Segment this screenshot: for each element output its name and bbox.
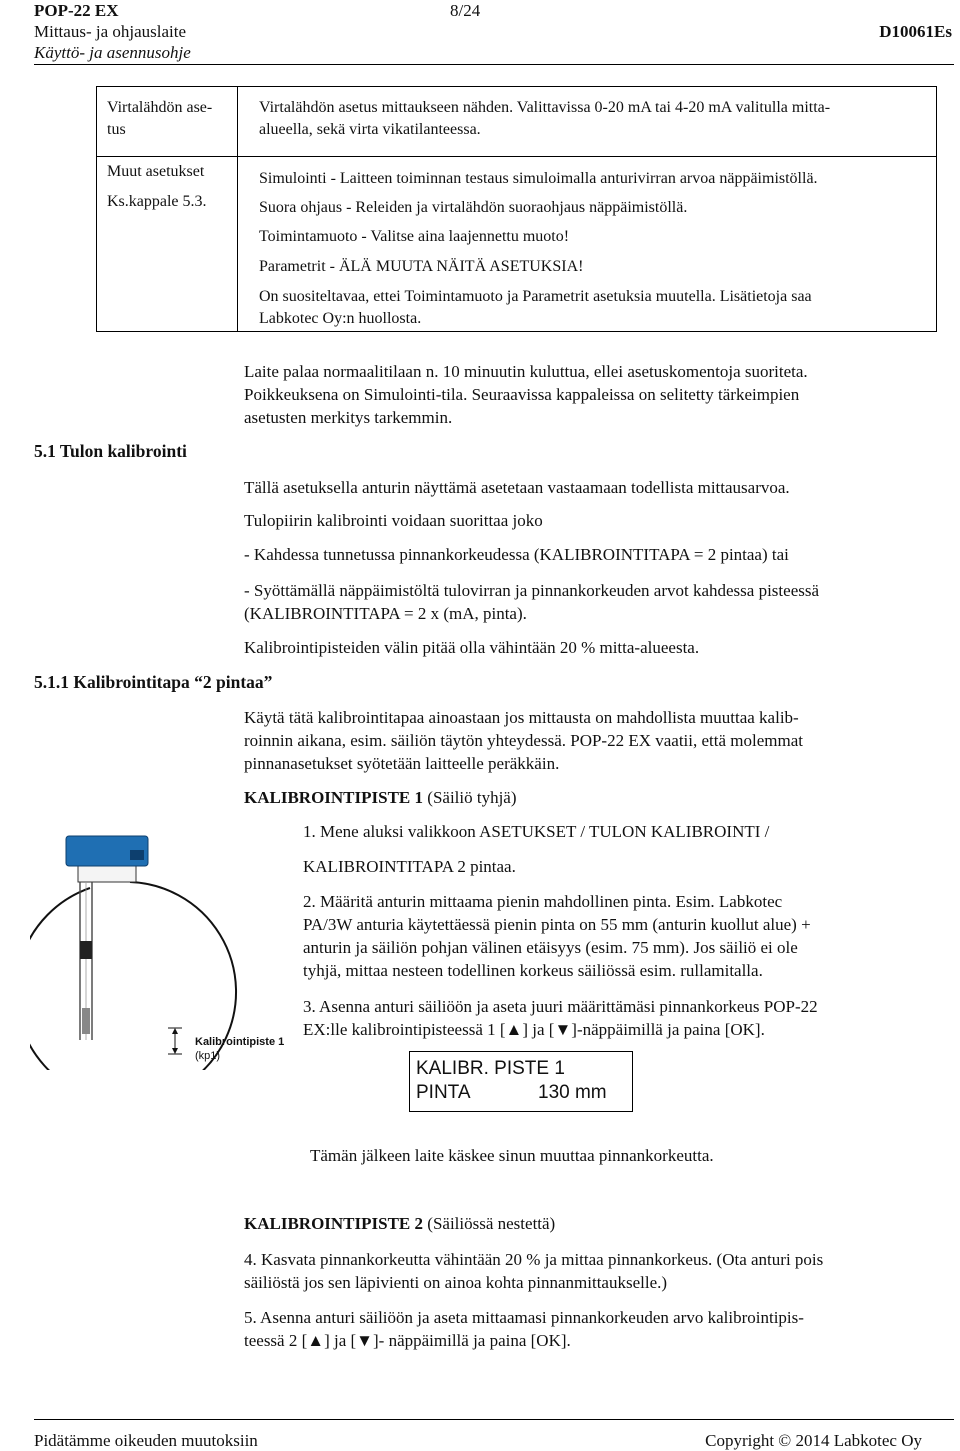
step-2: 2. Määritä anturin mittaama pienin mahdollinen pinta. Esim. Labkotec PA/3W anturia käytettäessä pienin pinta on 55 mm (anturin kuollut alue) + anturin ja säiliön pohjan välinen etäisyys (esim. 75 mm). Jos säiliö ei ole tyhjä, mittaa nesteen todellinen korkeus säiliössä esim. rullamitalla. xyxy=(303,892,811,980)
paragraph: Tällä asetuksella anturin näyttämä asetetaan vastaamaan todellista mittausarvoa. xyxy=(244,478,790,497)
page-number: 8/24 xyxy=(450,1,481,20)
table-column-divider xyxy=(237,87,238,331)
list-item: Suora ohjaus - Releiden ja virtalähdön suoraohjaus näppäimistöllä. xyxy=(259,199,688,216)
calibration-point-1-heading: KALIBROINTIPISTE 1 (Säiliö tyhjä) xyxy=(244,788,517,807)
table-row-other-settings-text xyxy=(259,168,926,330)
table-row-current-output-text: Virtalähdön asetus mittaukseen nähden. Valittavissa 0-20 mA tai 4-20 mA valitulla mitta- alueella, sekä virta vikatilanteessa. xyxy=(259,99,831,138)
paragraph: Kalibrointipisteiden välin pitää olla vähintään 20 % mitta-alueesta. xyxy=(244,638,700,657)
lcd-row-2: PINTA 130 mm xyxy=(416,1082,607,1103)
list-item: On suositeltavaa, ettei Toimintamuoto ja Parametrit asetuksia muutella. Lisätietoja saa xyxy=(259,288,812,305)
cable-gland xyxy=(130,850,144,860)
settings-table xyxy=(96,86,937,332)
header-divider xyxy=(34,64,954,65)
step-1: 1. Mene aluksi valikkoon ASETUKSET / TULON KALIBROINTI / xyxy=(303,822,770,841)
list-item: Simulointi - Laitteen toiminnan testaus simuloimalla anturivirran arvoa näppäimistöllä. xyxy=(259,170,818,187)
manual-type: Käyttö- ja asennusohje xyxy=(34,43,191,62)
document-id: D10061Es xyxy=(879,22,952,41)
lcd-display xyxy=(409,1051,633,1112)
paragraph: Käytä tätä kalibrointitapaa ainoastaan jos mittausta on mahdollista muuttaa kalib- roinnin aikana, esim. säiliön täytön yhteydessä. POP-22 EX vaatii, että molemmat pinnanasetukset syötetään laitteelle peräkkäin. xyxy=(244,708,803,773)
sensor-element xyxy=(80,941,92,959)
kp1-arrow-head-up xyxy=(172,1028,178,1034)
mounting-flange xyxy=(78,864,136,882)
section-heading-5-1: 5.1 Tulon kalibrointi xyxy=(34,441,187,461)
footer-right: Copyright © 2014 Labkotec Oy xyxy=(705,1431,922,1450)
table-row-other-settings-label: Muut asetukset Ks.kappale 5.3. xyxy=(107,163,207,210)
step-5: 5. Asenna anturi säiliöön ja aseta mittaamasi pinnankorkeuden arvo kalibrointipis- teessä 2 [▲] ja [▼]- näppäimillä ja paina [OK]. xyxy=(244,1308,804,1350)
calibration-point-2-heading: KALIBROINTIPISTE 2 (Säiliössä nestettä) xyxy=(244,1214,556,1233)
step-4: 4. Kasvata pinnankorkeutta vähintään 20 % ja mittaa pinnankorkeus. (Ota anturi pois säiliöstä jos sen läpivienti on ainoa kohta pinnanmittaukselle.) xyxy=(244,1250,824,1292)
footer-divider xyxy=(34,1419,954,1420)
list-item: Parametrit - ÄLÄ MUUTA NÄITÄ ASETUKSIA! xyxy=(259,258,584,275)
paragraph: Tämän jälkeen laite käskee sinun muuttaa pinnankorkeutta. xyxy=(310,1146,714,1165)
kp1-label-abbrev: (kp1) xyxy=(195,1050,221,1062)
footer-left: Pidätämme oikeuden muutoksiin xyxy=(34,1431,258,1450)
tank-figure xyxy=(30,828,295,1070)
step-3: 3. Asenna anturi säiliöön ja aseta juuri määrittämäsi pinnankorkeus POP-22 EX:lle kalibrointipisteessä 1 [▲] ja [▼]-näppäimillä ja paina [OK]. xyxy=(303,997,818,1039)
lcd-row-1: KALIBR. PISTE 1 xyxy=(416,1058,565,1079)
product-name: POP-22 EX xyxy=(34,1,119,20)
step-1-continued: KALIBROINTITAPA 2 pintaa. xyxy=(303,857,516,876)
manual-subtitle: Mittaus- ja ohjauslaite xyxy=(34,22,187,41)
table-row-current-output-label: Virtalähdön ase- tus xyxy=(107,99,213,138)
kp1-label: Kalibrointipiste 1 xyxy=(195,1036,285,1048)
intro-paragraph: Laite palaa normaalitilaan n. 10 minuutin kuluttua, ellei asetuskomentoja suoriteta. Poikkeuksena on Simulointi-tila. Seuraavissa kappaleissa on selitetty tärkeimpien asetusten merkitys tarkemmin. xyxy=(244,362,808,427)
section-heading-5-1-1: 5.1.1 Kalibrointitapa “2 pintaa” xyxy=(34,672,273,692)
list-item: Labkotec Oy:n huollosta. xyxy=(259,310,422,327)
header-left xyxy=(34,0,191,63)
list-item: Toimintamuoto - Valitse aina laajennettu muoto! xyxy=(259,228,570,245)
paragraph: - Syöttämällä näppäimistöltä tulovirran ja pinnankorkeuden arvot kahdessa pisteessä (KALIBROINTITAPA = 2 x (mA, pinta). xyxy=(244,581,820,623)
paragraph: - Kahdessa tunnetussa pinnankorkeudessa (KALIBROINTITAPA = 2 pintaa) tai xyxy=(244,545,789,564)
paragraph: Tulopiirin kalibrointi voidaan suorittaa joko xyxy=(244,511,543,530)
table-row-divider xyxy=(97,156,936,157)
kp1-arrow-head-down xyxy=(172,1048,178,1054)
sensor-float xyxy=(82,1008,90,1034)
